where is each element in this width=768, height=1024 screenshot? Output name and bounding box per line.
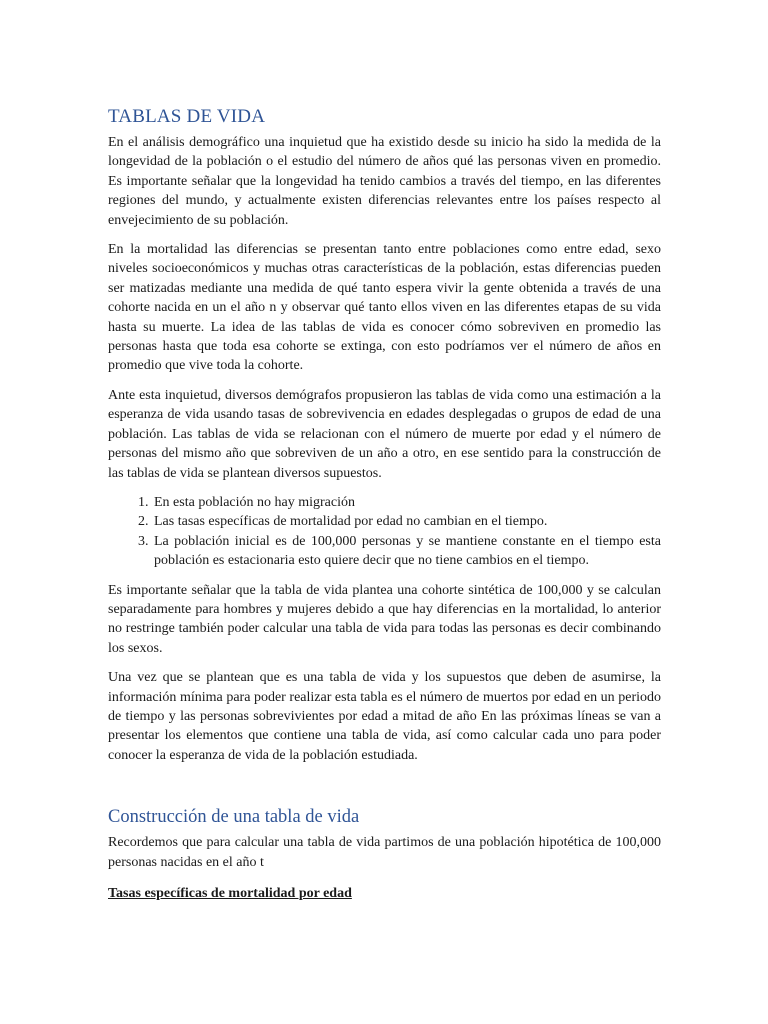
assumption-item: 2. Las tasas específicas de mortalidad por edad no cambian en el tiempo. <box>152 512 661 531</box>
paragraph-synthetic-cohort: Es importante señalar que la tabla de vida plantea una cohorte sintética de 100,000 y se calculan separadamente para hombres y mujeres debido a que hay diferencias en la mortalidad, lo anterior no restringe también poder calcular una tabla de vida para todas las personas es decir combinando los sexos. <box>108 582 661 656</box>
document-page <box>108 104 661 903</box>
subheading-mortality-rates: Tasas específicas de mortalidad por edad <box>108 886 352 901</box>
paragraph-minimum-info: Una vez que se plantean que es una tabla de vida y los supuestos que deben de asumirse, la información mínima para poder realizar esta tabla es el número de muertos por edad en un periodo de tiempo y las personas sobrevivientes por edad a mitad de año En las próximas líneas se van a presentar los elementos que contiene una tabla de vida, así como calcular cada uno para poder conocer la esperanza de vida de la población estudiada. <box>108 670 661 763</box>
paragraph-intro: En el análisis demográfico una inquietud que ha existido desde su inicio ha sido la medida de la longevidad de la población o el estudio del número de años qué las personas viven en promedio. Es importante señalar que la longevidad ha tenido cambios a través del tiempo, en las diferentes regiones del mundo, y actualmente existen diferencias relevantes entre los países respecto al envejecimiento de su población. <box>108 135 661 228</box>
paragraph-demographers: Ante esta inquietud, diversos demógrafos propusieron las tablas de vida como una estimación a la esperanza de vida usando tasas de sobrevivencia en edades desplegadas o grupos de edad de una población. Las tablas de vida se relacionan con el número de muerte por edad y el número de personas del mismo año que sobreviven de un año a otro, en ese sentido para la construcción de las tablas de vida se plantean diversos supuestos. <box>108 387 661 481</box>
assumptions-list <box>108 493 661 571</box>
assumption-item: 3. La población inicial es de 100,000 personas y se mantiene constante en el tiempo esta población es estacionaria esto quiere decir que no tiene cambios en el tiempo. <box>152 532 661 571</box>
paragraph-mortality: En la mortalidad las diferencias se presentan tanto entre poblaciones como entre edad, sexo niveles socioeconómicos y muchas otras características de la población, estas diferencias pueden ser matizadas mediante una medida de qué tanto espera vivir la gente obtenida a través de una cohorte nacida en un el año n y observar qué tanto ellos viven en las diferentes etapas de su vida hasta su muerte. La idea de las tablas de vida es conocer cómo sobreviven en promedio las personas hasta que toda esa cohorte se extinga, con esto podríamos ver el número de años en promedio que vive toda la cohorte. <box>108 242 661 374</box>
assumption-item: 1. En esta población no hay migración <box>152 493 661 512</box>
section-heading: Construcción de una tabla de vida <box>108 807 360 828</box>
document-title: TABLAS DE VIDA <box>108 106 266 127</box>
section-intro: Recordemos que para calcular una tabla de vida partimos de una población hipotética de 100,000 personas nacidas en el año t <box>108 835 661 870</box>
